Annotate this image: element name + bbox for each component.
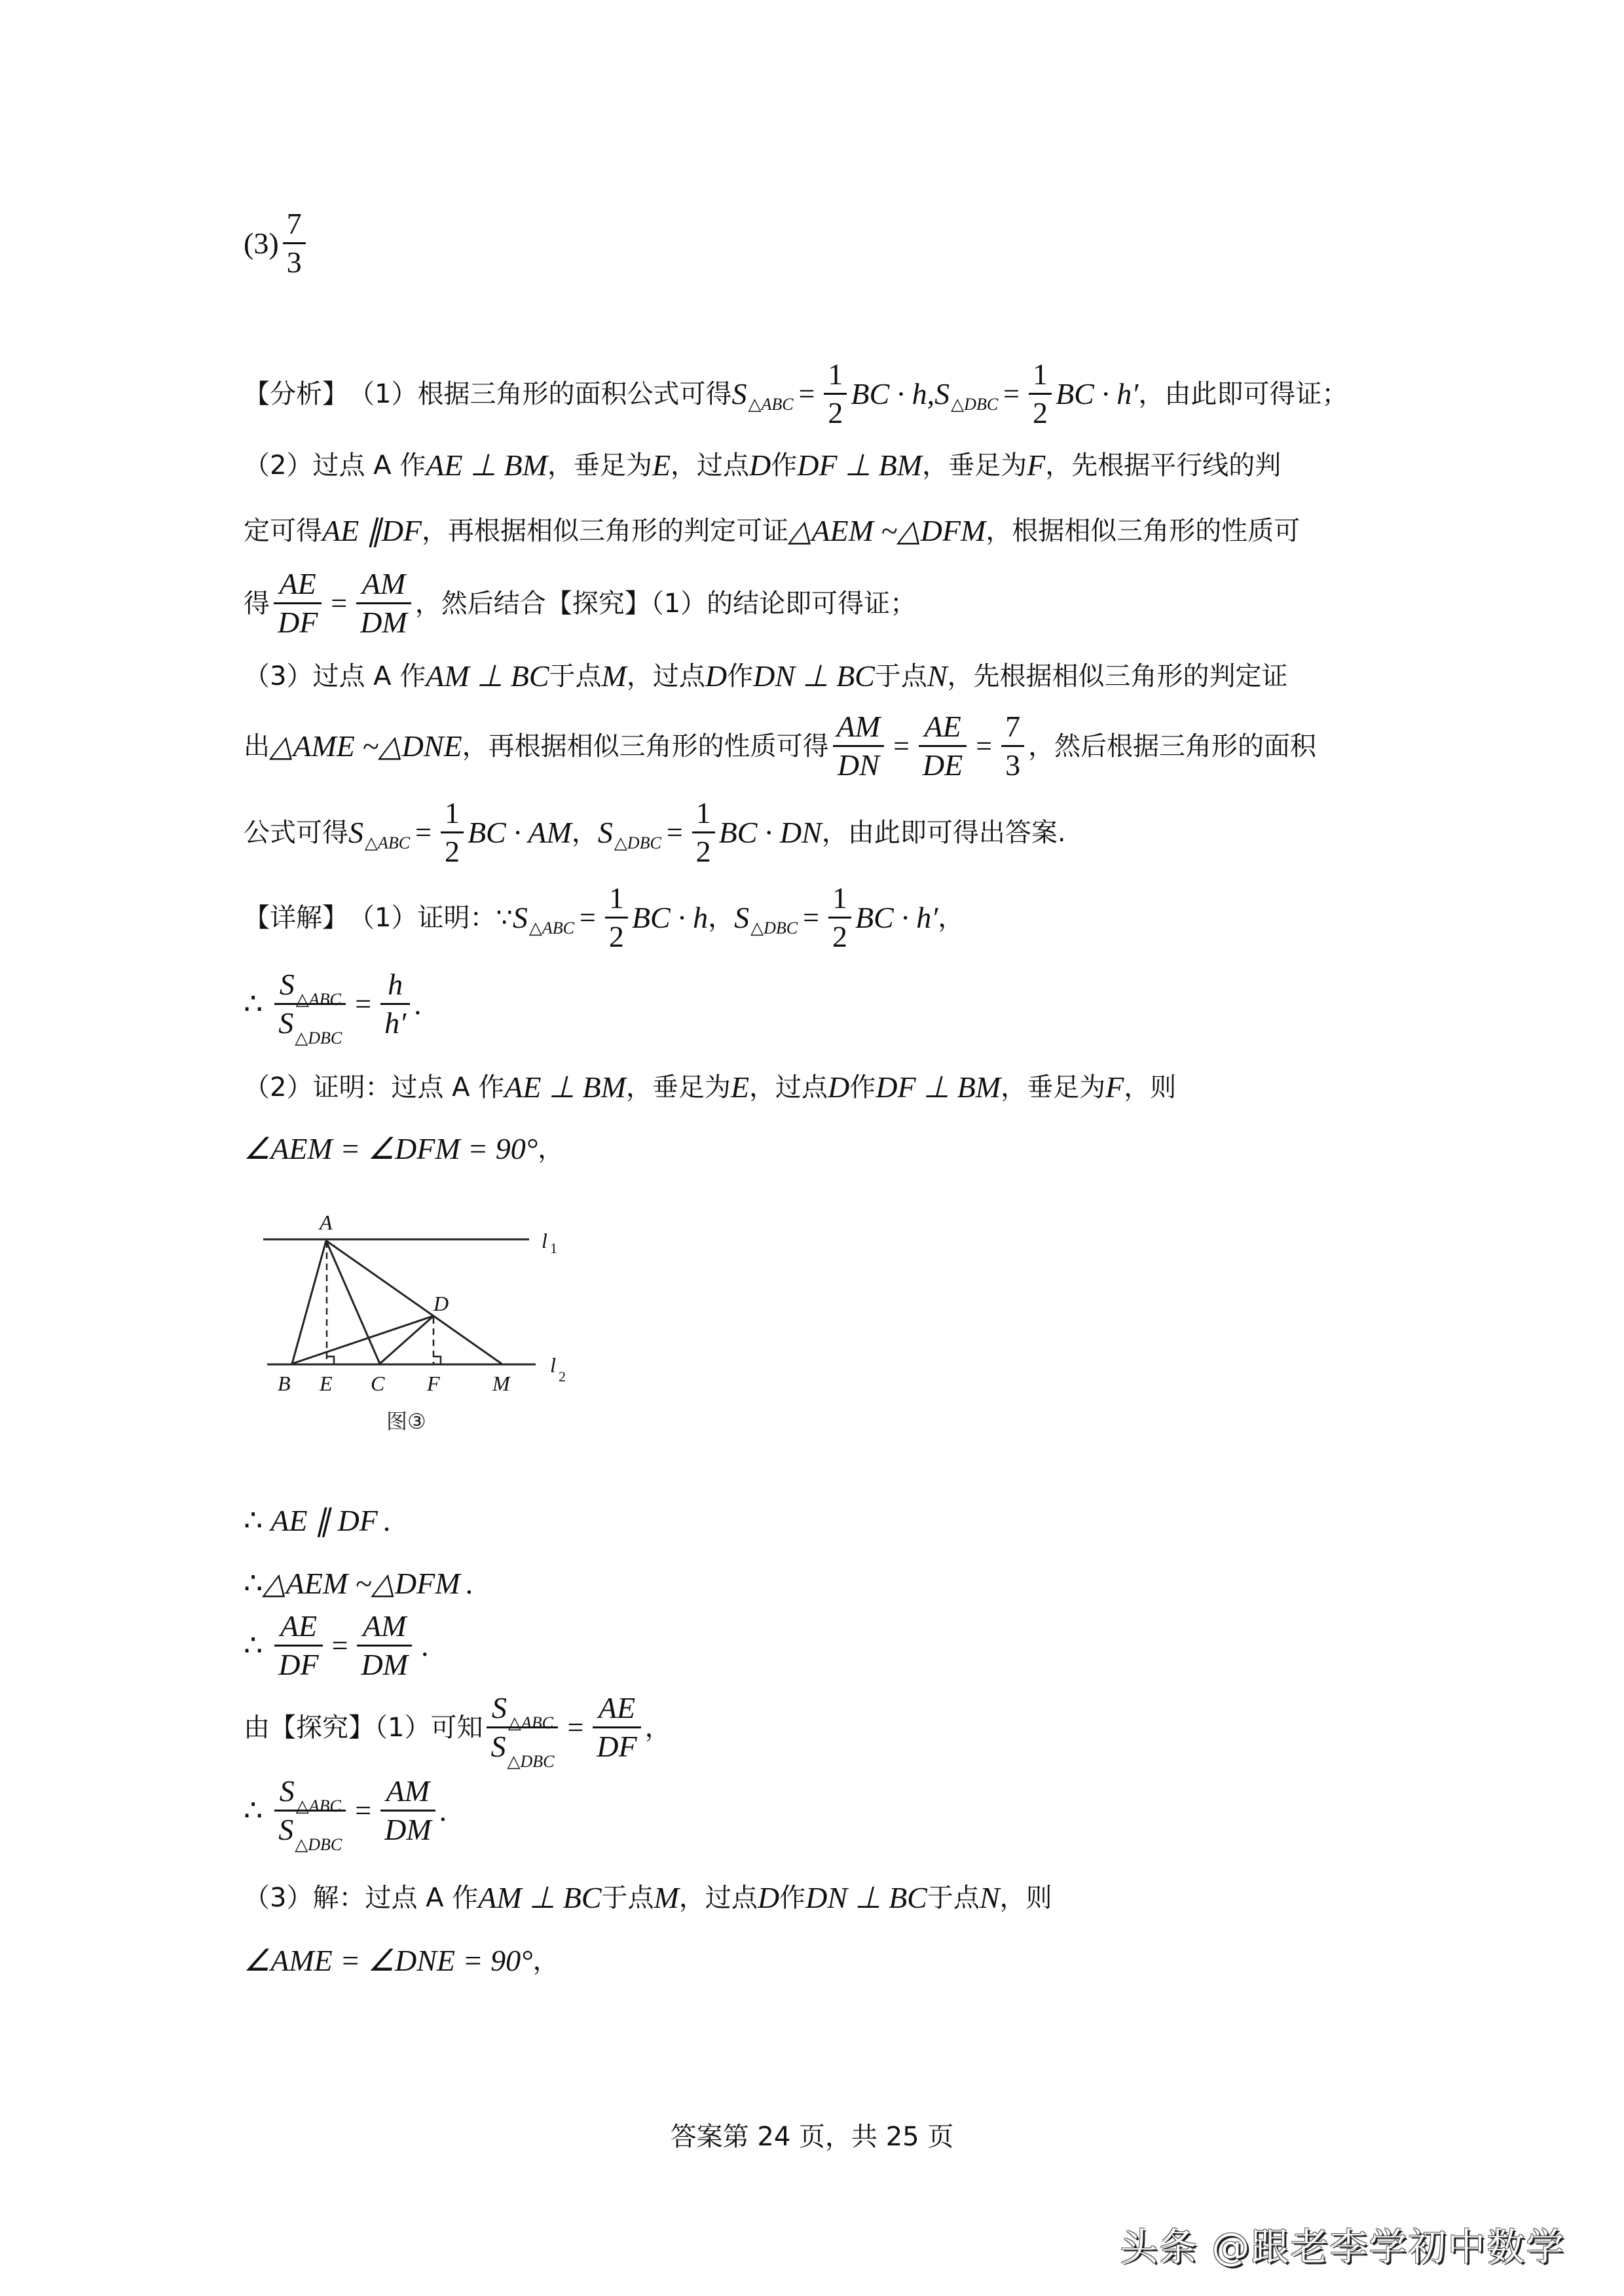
analysis-part-2-line-2: 定可得 AE ∥DF ，再根据相似三角形的判定可证 △AEM ~△DFM ，根据相似三角形的性质可 bbox=[244, 514, 1301, 547]
detail-step-explore: 由【探究】（1）可知 $\frac{S_{\triangle ABC}}{S_{\triangle DBC}}$ = $\frac{AE}{DF}$ ， bbox=[244, 1691, 671, 1772]
fraction: $\frac{1}{2}$ bbox=[1029, 359, 1052, 429]
therefore-symbol: ∴ bbox=[244, 987, 263, 1021]
detail-part-2-line-1: （2）证明：过点 A 作 AE ⊥ BM ，垂足为 E ，过点 D 作 DF ⊥ BM ，垂足为 F ，则 bbox=[244, 1070, 1177, 1104]
svg-text:2: 2 bbox=[559, 1368, 566, 1385]
label-e: E bbox=[320, 1372, 333, 1395]
label-c: C bbox=[371, 1372, 385, 1395]
fraction: $\frac{1}{2}$ bbox=[828, 883, 851, 953]
answer-label: (3) bbox=[244, 226, 279, 260]
right-angle-e-icon bbox=[327, 1357, 334, 1364]
fraction: $\frac{AM}{DM}$ bbox=[357, 1611, 412, 1681]
detail-part-2-line-2: ∠AEM = ∠DFM = 90° ， bbox=[244, 1132, 564, 1165]
fraction: $\frac{1}{2}$ bbox=[441, 797, 464, 868]
detail-step-ratio: ∴ $\frac{AE}{DF}$ = $\frac{AM}{DM}$ . bbox=[244, 1609, 429, 1682]
page-number: 答案第 24 页，共 25 页 bbox=[670, 2122, 954, 2152]
analysis-part-1: 【分析】 （1）根据三角形的面积公式可得 S △ABC = $\frac{1}{2}$ BC · h, S △DBC = $\frac{1}{2}$ BC · h′ ，由此即可得证； bbox=[244, 357, 1348, 430]
detail-part-3-line-1: （3）解：过点 A 作 AM ⊥ BC 于点 M ，过点 D 作 DN ⊥ BC 于点 N ，则 bbox=[244, 1881, 1052, 1914]
watermark: 头条 @跟老李学初中数学 bbox=[1120, 2225, 1566, 2269]
fraction: $\frac{7}{3}$ bbox=[1001, 711, 1024, 782]
analysis-part-3-line-2: 出 △AME ~△DNE ，再根据相似三角形的性质可得 $\frac{AM}{DN}$ = $\frac{AE}{DE}$ = $\frac{7}{3}$ ，然后根据三角形的面积 bbox=[244, 710, 1317, 782]
fraction: $\frac{AE}{DF}$ bbox=[274, 568, 322, 639]
detail-step-parallel: ∴ AE ∥ DF . bbox=[244, 1504, 391, 1537]
detail-part-3-line-2: ∠AME = ∠DNE = 90° ， bbox=[244, 1944, 559, 1977]
fraction: $\frac{1}{2}$ bbox=[824, 359, 847, 429]
analysis-tag: 【分析】 bbox=[244, 378, 348, 409]
label-m: M bbox=[492, 1372, 510, 1395]
fraction: $\frac{AE}{DE}$ bbox=[919, 711, 967, 782]
detail-step-area-ratio: ∴ $\frac{S_{\triangle ABC}}{S_{\triangle DBC}}$ = $\frac{AM}{DM}$ . bbox=[244, 1774, 447, 1855]
fraction: $\frac{7}{3}$ bbox=[283, 208, 306, 279]
label-d: D bbox=[434, 1292, 449, 1315]
fraction: $\frac{S_{\triangle ABC}}{S_{\triangle DBC}}$ bbox=[487, 1692, 558, 1763]
label-l2: l bbox=[550, 1353, 556, 1377]
detail-part-1-line-2: ∴ $\frac{S_{\triangle ABC}}{S_{\triangle DBC}}$ = $\frac{h}{h'}$ . bbox=[244, 968, 422, 1048]
analysis-part-3-line-3: 公式可得 S △ABC = $\frac{1}{2}$ BC · AM ， S △DBC = $\frac{1}{2}$ BC · DN ，由此即可得出答案. bbox=[244, 796, 1066, 869]
analysis-part-3-line-1: （3）过点 A 作 AM ⊥ BC 于点 M ，过点 D 作 DN ⊥ BC 于点 N ，先根据相似三角形的判定证 bbox=[244, 659, 1288, 693]
label-a: A bbox=[320, 1211, 333, 1234]
analysis-part-2-line-3: 得 $\frac{AE}{DF}$ = $\frac{AM}{DM}$ ，然后结合【探究】（1）的结论即可得证； bbox=[244, 567, 917, 640]
right-angle-f-icon bbox=[434, 1357, 441, 1364]
svg-text:1: 1 bbox=[550, 1240, 557, 1256]
fraction: $\frac{1}{2}$ bbox=[605, 883, 628, 953]
fraction: $\frac{AE}{DF}$ bbox=[274, 1611, 322, 1681]
label-l1: l bbox=[542, 1229, 547, 1252]
diagram-caption: 图③ bbox=[386, 1409, 426, 1434]
fraction: $\frac{AM}{DM}$ bbox=[356, 568, 411, 639]
detail-step-similar: ∴ △AEM ~△DFM . bbox=[244, 1567, 473, 1600]
fraction: $\frac{AE}{DF}$ bbox=[593, 1692, 640, 1763]
fraction: $\frac{S_{\triangle ABC}}{S_{\triangle DBC}}$ bbox=[274, 1776, 346, 1846]
detail-part-1-line-1: 【详解】 （1）证明：∵ S △ABC = $\frac{1}{2}$ BC · h ， S △DBC = $\frac{1}{2}$ BC · h′ ， bbox=[244, 881, 965, 954]
fraction: $\frac{AM}{DM}$ bbox=[380, 1776, 435, 1846]
fraction: $\frac{AM}{DN}$ bbox=[833, 711, 884, 782]
page-footer bbox=[0, 2116, 1624, 2153]
fraction: $\frac{1}{2}$ bbox=[692, 797, 715, 868]
fraction: $\frac{S_{\triangle ABC}}{S_{\triangle DBC}}$ bbox=[274, 969, 346, 1040]
fraction: $\frac{h}{h'}$ bbox=[380, 969, 410, 1040]
analysis-part-2-line-1: （2）过点 A 作 AE ⊥ BM ，垂足为 E ，过点 D 作 DF ⊥ BM ，垂足为 F ，先根据平行线的判 bbox=[244, 448, 1282, 482]
answer-part-3 bbox=[244, 208, 310, 279]
geometry-diagram bbox=[249, 1198, 655, 1460]
label-f: F bbox=[427, 1372, 440, 1395]
detail-tag: 【详解】 bbox=[244, 902, 348, 933]
label-b: B bbox=[278, 1372, 291, 1395]
